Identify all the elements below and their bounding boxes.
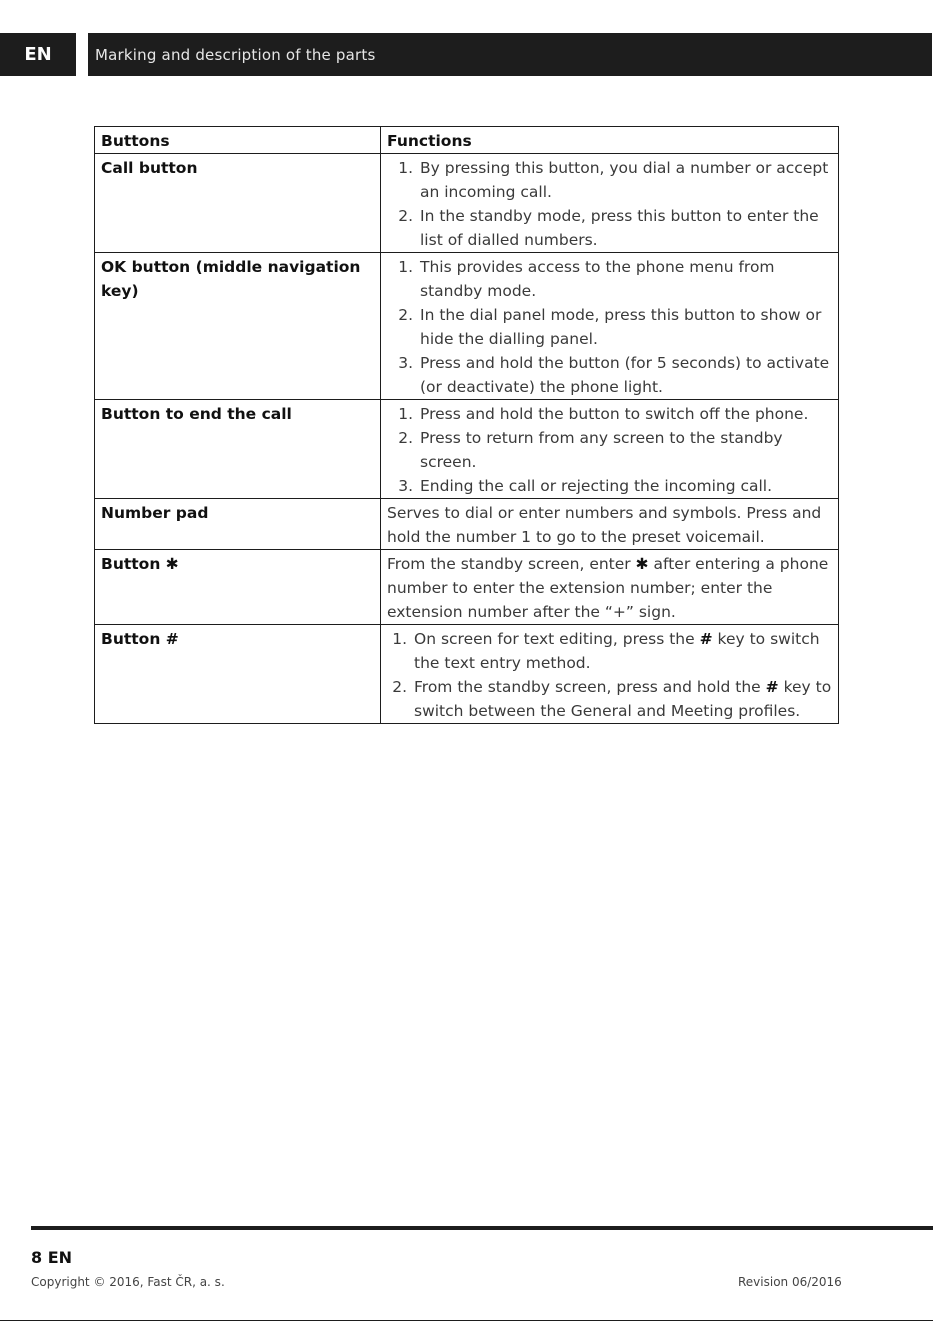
button-name-call: Call button (95, 154, 381, 253)
text-fragment: after entering a phone number to enter the extension number; enter the extension number after the “+” sign. (387, 555, 829, 621)
table-row (95, 550, 839, 625)
list-item: 2. Press to return from any screen to the standby screen. (418, 426, 832, 474)
table-row (95, 499, 839, 550)
button-name-number-pad: Number pad (95, 499, 381, 550)
table-header-row (95, 127, 839, 154)
button-name-end-call: Button to end the call (95, 400, 381, 499)
function-cell (381, 253, 839, 400)
function-cell (381, 154, 839, 253)
copyright-text: Copyright © 2016, Fast ČR, a. s. (31, 1275, 225, 1289)
hash-icon: # (699, 630, 713, 648)
hash-icon: # (165, 630, 179, 648)
function-text: Serves to dial or enter numbers and symbols. Press and hold the number 1 to go to the preset voicemail. (381, 499, 839, 550)
footer-divider (31, 1226, 933, 1230)
button-label: Button (101, 555, 161, 573)
list-item: 3. Ending the call or rejecting the incoming call. (418, 474, 832, 498)
star-icon: ✱ (635, 555, 649, 573)
button-name-star (95, 550, 381, 625)
function-cell (381, 400, 839, 499)
table-row (95, 253, 839, 400)
function-text (381, 550, 839, 625)
language-badge: EN (0, 33, 76, 76)
hash-icon: # (765, 678, 779, 696)
list-item: 1. This provides access to the phone menu from standby mode. (418, 255, 832, 303)
button-name-ok: OK button (middle navigation key) (95, 253, 381, 400)
table-row (95, 400, 839, 499)
list-item: 2. In the standby mode, press this button to enter the list of dialled numbers. (418, 204, 832, 252)
bottom-divider (0, 1320, 933, 1321)
column-header-functions: Functions (381, 127, 839, 154)
list-item: 1. Press and hold the button to switch off the phone. (418, 402, 832, 426)
star-icon: ✱ (165, 555, 179, 573)
text-fragment: From the standby screen, enter (387, 555, 636, 573)
buttons-functions-table (94, 126, 839, 724)
list-item: 2. From the standby screen, press and hold the # key to switch between the General and Meeting profiles. (412, 675, 832, 723)
list-item: 1. On screen for text editing, press the # key to switch the text entry method. (412, 627, 832, 675)
function-cell (381, 625, 839, 724)
button-label: Button (101, 630, 161, 648)
list-item: 1. By pressing this button, you dial a number or accept an incoming call. (418, 156, 832, 204)
list-item: 3. Press and hold the button (for 5 seconds) to activate (or deactivate) the phone light. (418, 351, 832, 399)
table-row (95, 154, 839, 253)
table-row (95, 625, 839, 724)
section-title-bar (88, 33, 932, 76)
revision-text: Revision 06/2016 (738, 1275, 842, 1289)
column-header-buttons: Buttons (95, 127, 381, 154)
button-name-hash (95, 625, 381, 724)
list-item: 2. In the dial panel mode, press this button to show or hide the dialling panel. (418, 303, 832, 351)
section-title: Marking and description of the parts (95, 45, 376, 64)
page-number: 8 EN (31, 1248, 73, 1267)
